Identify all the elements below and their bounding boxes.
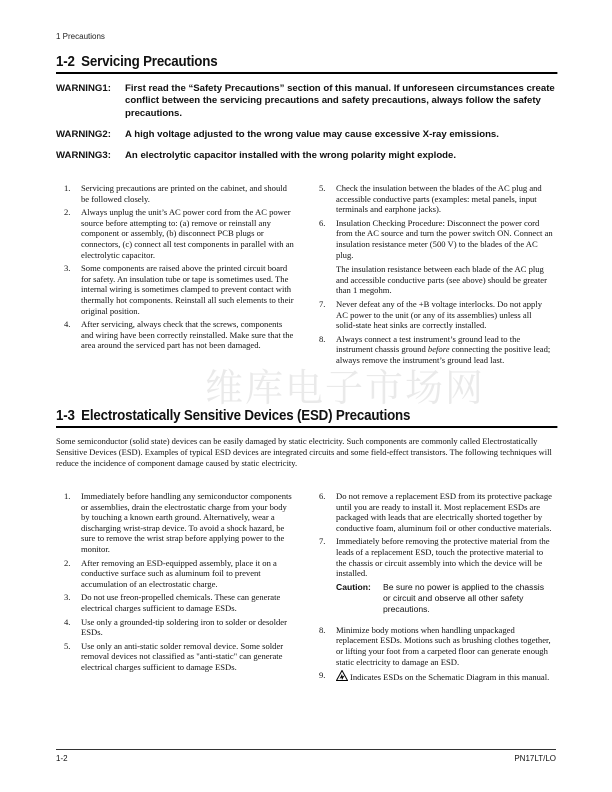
section-title: Servicing Precautions (81, 54, 218, 70)
servicing-list-right (319, 183, 553, 369)
list-item: 1. Servicing precautions are printed on the cabinet, and should be followed closely. (64, 183, 287, 204)
list-item: 5. Use only an anti-static solder removal device. Some solder removal devices not classified as "anti-static" can generate electrical charges sufficient to damage ESDs. (64, 640, 284, 672)
list-item: 5. Check the insulation between the blades of the AC plug and accessible conductive parts (examples: metal panels, input terminals and earphone jacks). (319, 183, 542, 215)
section-heading-1-2 (56, 54, 557, 74)
warning-label: WARNING3: (56, 150, 111, 162)
list-item: 9. Indicates ESDs on the Schematic Diagram in this manual. (319, 670, 550, 683)
warning-text: First read the “Safety Precautions” section of this manual. If unforeseen circumstances create conflict between the servicing precautions and safety precautions, always follow the safety precautions. (125, 83, 555, 119)
warnings-block (56, 83, 556, 171)
page-number: 1-2 (56, 754, 68, 763)
footer-rule (56, 749, 556, 750)
watermark: 维库电子市场网 (205, 366, 486, 410)
warning-2 (56, 129, 556, 141)
list-item: 1. Immediately before handling any semiconductor components or assemblies, drain the electrostatic charge from your body by touching a known earth ground. Alternatively, wear a discharging wrist-strap device. To avoid a shock hazard, be sure to remove the wrist strap before applying power to the monitor. (64, 491, 292, 554)
list-item: 3. Do not use freon-propelled chemicals. These can generate electrical charges sufficient to damage ESDs. (64, 592, 281, 613)
sub-paragraph: The insulation resistance between each blade of the AC plug and accessible conductive parts (see above) should be greater than 1 megohm. (336, 264, 547, 296)
servicing-list-left (64, 183, 296, 354)
list-item: 8. Always connect a test instrument’s ground lead to the instrument chassis ground before connecting the positive lead; always remove the instrument’s ground lead last. (319, 333, 551, 365)
section-heading-1-3 (56, 408, 557, 428)
list-item: 4. After servicing, always check that the screws, components and wiring have been correctly reinstalled. Make sure that the area around the serviced part has not been damaged. (64, 319, 294, 351)
caution-text: Be sure no power is applied to the chassis or circuit and observe all other safety precautions. (383, 581, 544, 614)
esd-intro-paragraph: Some semiconductor (solid state) devices can be easily damaged by static electricity. Such components are commonly called Electrostatically Sensitive Devices (ESD). Examples of typical ESD devices are integrated circuits and some field-effect transistors. The following techniques will reduce the incidence of component damage caused by static electricity. (56, 436, 552, 468)
caution-label: Caution: (336, 581, 371, 592)
warning-label: WARNING1: (56, 83, 111, 94)
esd-list-left (64, 491, 296, 676)
list-item: 4. Use only a grounded-tip soldering iron to solder or desolder ESDs. (64, 616, 287, 638)
emphasis: before (427, 344, 450, 355)
warning-text: A high voltage adjusted to the wrong value may cause excessive X-ray emissions. (125, 128, 499, 140)
caution-note (336, 582, 553, 615)
list-item: 2. Always unplug the unit’s AC power cord from the AC power source before attempting to: (a) remove or reinstall any component or assembly, (b) disconnect PCB plugs or connectors, (c) connect all test components in parallel with an electrolytic capacitor. (64, 207, 294, 260)
warning-text: An electrolytic capacitor installed with the wrong polarity might explode. (125, 150, 457, 162)
section-title: Electrostatically Sensitive Devices (ESD) Precautions (81, 408, 411, 424)
esd-list-right (319, 491, 553, 686)
section-number: 1-3 (56, 408, 75, 424)
section-number: 1-2 (56, 54, 75, 70)
warning-3 (56, 150, 556, 162)
list-item: 7. Immediately before removing the protective material from the leads of a replacement ESD, touch the protective material to the chassis or circuit assembly into which the device will be installed. (319, 536, 550, 579)
list-item: 6. Do not remove a replacement ESD from its protective package until you are ready to install it. Most replacement ESDs are packaged with leads that are electrically shorted together by conductive foam, aluminum foil or other conductive materials. (319, 491, 552, 533)
list-item: 7. Never defeat any of the +B voltage interlocks. Do not apply AC power to the unit (or any of its assemblies) unless all solid-state heat sinks are correctly installed. (319, 298, 543, 331)
list-item: 2. After removing an ESD-equipped assembly, place it on a conductive surface such as aluminum foil to prevent accumulation of an electrostatic charge. (64, 557, 277, 589)
running-header: 1 Precautions (56, 32, 105, 41)
list-item: 3. Some components are raised above the printed circuit board for safety. An insulation tube or tape is sometimes used. The internal wiring is sometimes clamped to prevent contact with thermally hot components. Reinstall all such elements to their original position. (64, 263, 294, 316)
warning-label: WARNING2: (56, 128, 111, 140)
list-item: 6. Insulation Checking Procedure: Disconnect the power cord from the AC source and turn the power switch ON. Connect an insulation resistance meter (500 V) to the blades of the AC plug. The insulation resistance between each blade of the AC plug and accessible conductive parts (see above) should be greater than 1 megohm. (319, 217, 553, 296)
list-item: 8. Minimize body motions when handling unpackaged replacement ESDs. Motions such as brushing clothes together, or lifting your foot from a carpeted floor can generate enough static electricity to damage an ESD. (319, 624, 551, 667)
warning-1 (56, 83, 556, 120)
model-number: PN17LT/LO (514, 754, 556, 763)
esd-warning-triangle-icon (336, 670, 348, 681)
